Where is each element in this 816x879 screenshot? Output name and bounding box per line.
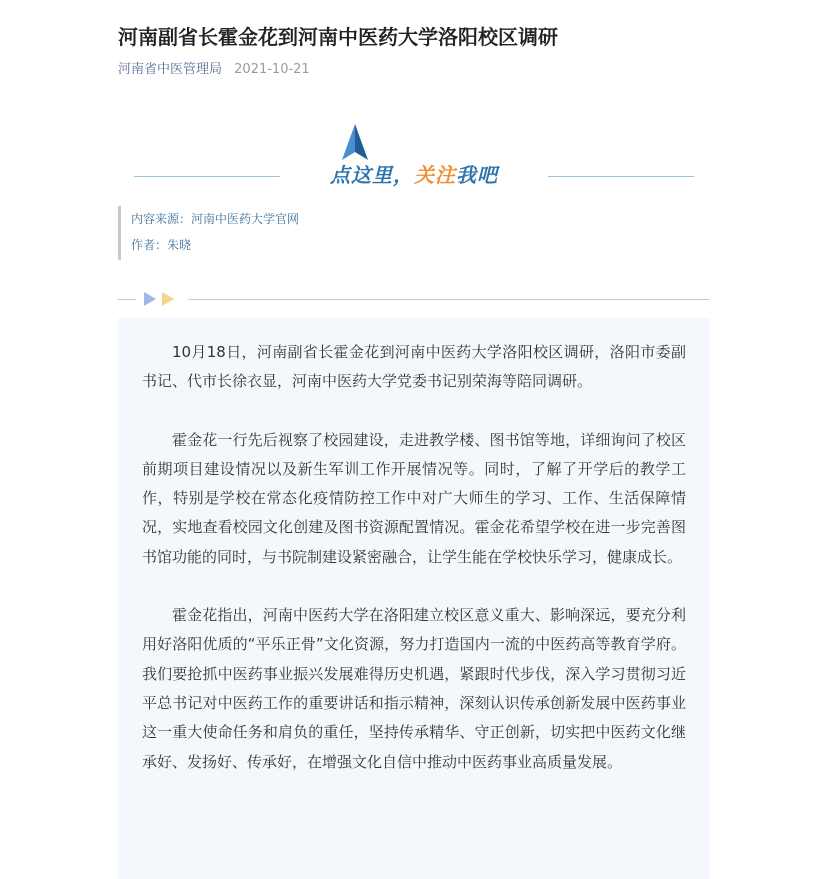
section-divider (118, 290, 710, 310)
arrow-logo-icon (342, 124, 368, 160)
paragraph: 霍金花一行先后视察了校园建设，走进教学楼、图书馆等地，详细询问了校区前期项目建设情况以及新生军训工作开展情况等。同时，了解了开学后的教学工作，特别是学校在常态化疫情防控工作中对广大师生的学习、工作、生活保障情况，实地查看校园文化创建及图书资源配置情况。霍金花希望学校在进一步完善图书馆功能的同时，与书院制建设紧密融合，让学生能在学校快乐学习，健康成长。 (142, 430, 686, 566)
paragraph: 10月18日，河南副省长霍金花到河南中医药大学洛阳校区调研，洛阳市委副书记、代市长徐衣显，河南中医药大学党委书记别荣海等陪同调研。 (142, 343, 686, 391)
article-title: 河南副省长霍金花到河南中医药大学洛阳校区调研 (118, 25, 558, 49)
banner-line-right (548, 176, 694, 177)
article (118, 0, 710, 879)
paragraph: 霍金花指出，河南中医药大学在洛阳建立校区意义重大、影响深远，要充分利用好洛阳优质的“平乐正骨”文化资源，努力打造国内一流的中医药高等教育学府。我们要抢抓中医药事业振兴发展难得历史机遇，紧跟时代步伐，深入学习贯彻习近平总书记对中医药工作的重要讲话和指示精神，深刻认识传承创新发展中医药事业这一重大使命任务和肩负的重任，坚持传承精华、守正创新，切实把中医药文化继承好、发扬好、传承好，在增强文化自信中推动中医药事业高质量发展。 (142, 606, 686, 771)
divider-line-short (118, 299, 136, 300)
triangle-blue-icon (144, 292, 156, 306)
article-body (118, 318, 710, 879)
follow-cta[interactable] (294, 158, 534, 192)
cta-text-part2: 关注 (414, 163, 456, 187)
cta-text-part3: 我吧 (456, 163, 498, 187)
info-block (118, 206, 691, 260)
follow-banner[interactable] (118, 120, 710, 200)
article-meta (118, 60, 310, 80)
account-name-link[interactable]: 河南省中医管理局 (118, 62, 223, 77)
banner-line-left (134, 176, 280, 177)
author: 作者：朱晓 (131, 238, 192, 252)
cta-text-part1: 点这里， (330, 163, 414, 187)
triangle-yellow-icon (162, 292, 174, 306)
content-source: 内容来源：河南中医药大学官网 (131, 212, 300, 226)
divider-line-long (188, 299, 710, 300)
publish-date: 2021-10-21 (234, 62, 310, 77)
